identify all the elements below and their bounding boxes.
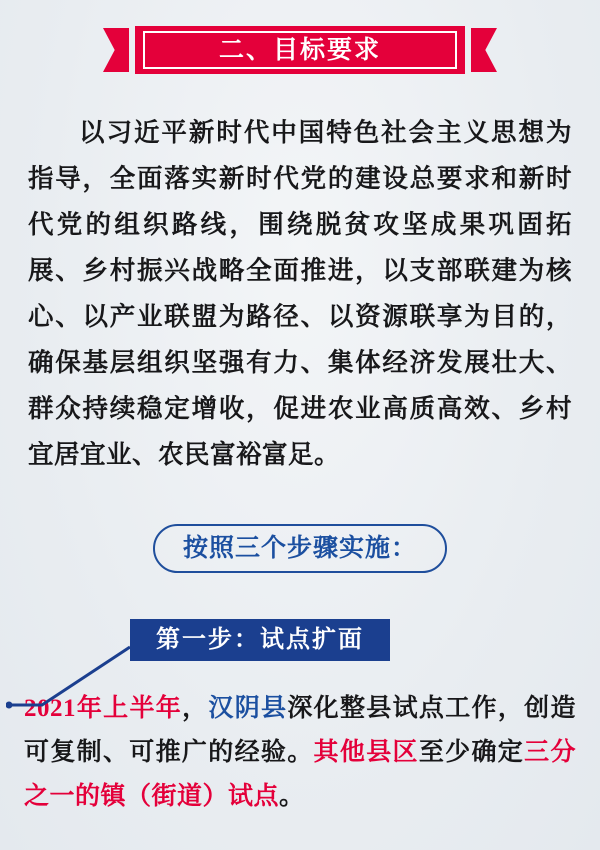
- step-paragraph: [24, 687, 576, 819]
- step-paragraph-segment: 三分之一的镇（街道）试点: [24, 739, 576, 810]
- step-paragraph-segment: 。: [279, 783, 305, 810]
- pill-heading: [153, 524, 447, 573]
- section-title: 二、目标要求: [218, 35, 381, 64]
- step-title-label: 第一步：试点扩面: [156, 627, 364, 653]
- step-title-bar: [130, 619, 390, 661]
- ribbon-arrow-right-icon: [471, 28, 497, 72]
- pill-heading-label: 按照三个步骤实施：: [182, 535, 417, 562]
- step-paragraph-segment: ，: [182, 695, 209, 722]
- section-banner-body: [135, 26, 465, 74]
- step-header-block: [0, 619, 600, 663]
- step-paragraph-segment: 2021年上半年: [24, 695, 183, 722]
- main-paragraph: 以习近平新时代中国特色社会主义思想为指导，全面落实新时代党的建设总要求和新时代党的组织路线，围绕脱贫攻坚成果巩固拓展、乡村振兴战略全面推进，以支部联建为核心、以产业联盟为路径、以资源联享为目的，确保基层组织坚强有力、集体经济发展壮大、群众持续稳定增收，促进农业高质高效、乡村宜居宜业、农民富裕富足。: [28, 118, 572, 469]
- step-paragraph-segment: 其他县区: [313, 739, 419, 766]
- pill-heading-wrap: [0, 524, 600, 573]
- step-paragraph-segment: 汉阴县: [208, 695, 288, 722]
- ribbon-arrow-left-icon: [103, 28, 129, 72]
- section-banner-frame: [143, 31, 457, 69]
- step-paragraph-segment: 深化整县试点工作，创造可复制、可推广的经验。: [24, 695, 576, 766]
- step-paragraph-segment: 至少确定: [418, 739, 525, 766]
- section-banner: [135, 26, 465, 74]
